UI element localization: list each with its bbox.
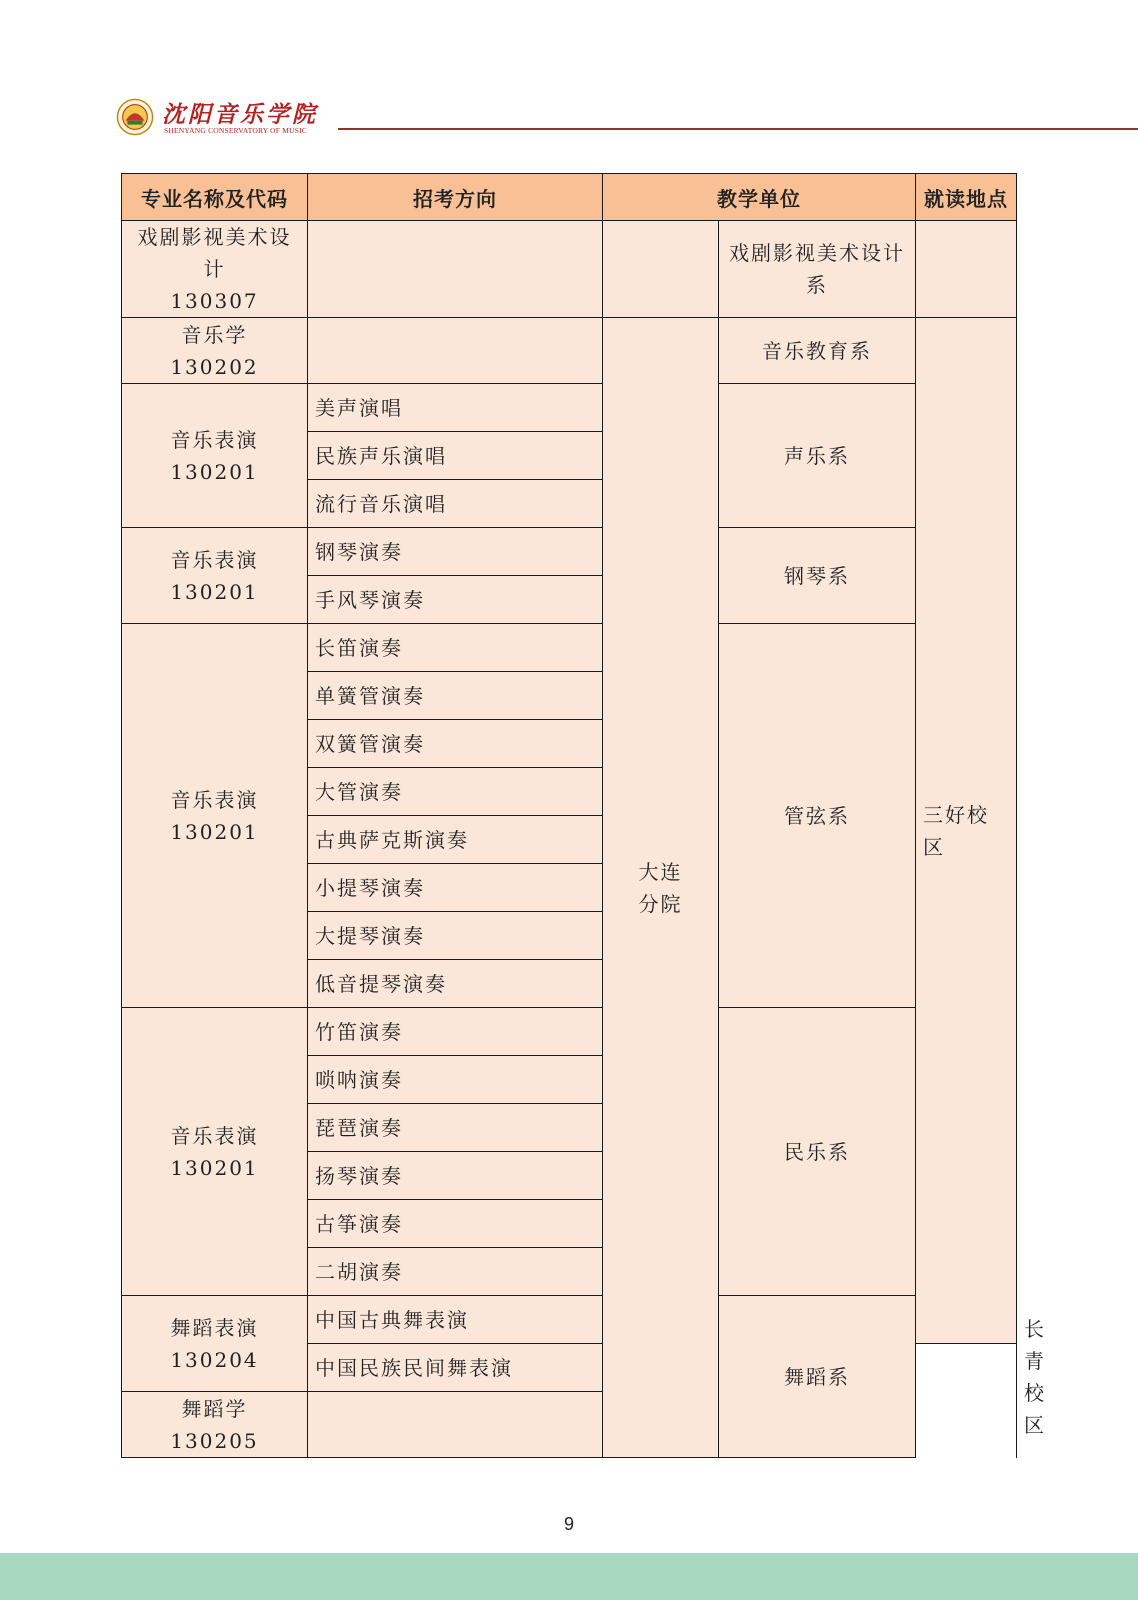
direction-cell: 琵琶演奏 bbox=[308, 1104, 603, 1152]
direction-cell: 古筝演奏 bbox=[308, 1200, 603, 1248]
conservatory-emblem-icon bbox=[116, 98, 154, 136]
table-row bbox=[122, 221, 1017, 318]
department-cell: 民乐系 bbox=[719, 1008, 916, 1296]
direction-cell bbox=[308, 221, 603, 318]
header-teaching-unit: 教学单位 bbox=[603, 174, 916, 221]
table-header-row bbox=[122, 174, 1017, 221]
direction-cell: 二胡演奏 bbox=[308, 1248, 603, 1296]
direction-cell: 长笛演奏 bbox=[308, 624, 603, 672]
direction-cell: 双簧管演奏 bbox=[308, 720, 603, 768]
branch-cell: 大连分院 bbox=[603, 318, 719, 1458]
direction-cell: 唢呐演奏 bbox=[308, 1056, 603, 1104]
direction-cell: 民族声乐演唱 bbox=[308, 432, 603, 480]
branch-cell bbox=[603, 221, 719, 318]
department-cell: 舞蹈系 bbox=[719, 1296, 916, 1458]
table-row: 舞蹈表演 130204 中国古典舞表演 舞蹈系 长青校区 bbox=[122, 1296, 1017, 1344]
direction-cell: 单簧管演奏 bbox=[308, 672, 603, 720]
major-cell: 音乐表演 130201 bbox=[122, 384, 308, 528]
direction-cell bbox=[308, 318, 603, 384]
direction-cell: 大管演奏 bbox=[308, 768, 603, 816]
department-cell: 戏剧影视美术设计系 bbox=[719, 221, 916, 318]
department-cell: 管弦系 bbox=[719, 624, 916, 1008]
direction-cell: 小提琴演奏 bbox=[308, 864, 603, 912]
department-cell: 音乐教育系 bbox=[719, 318, 916, 384]
direction-cell: 大提琴演奏 bbox=[308, 912, 603, 960]
direction-cell bbox=[308, 1392, 603, 1458]
direction-cell: 中国民族民间舞表演 bbox=[308, 1344, 603, 1392]
logo-english-name: SHENYANG CONSERVATORY OF MUSIC bbox=[164, 126, 307, 135]
logo-chinese-name: 沈阳音乐学院 bbox=[162, 101, 318, 128]
direction-cell: 流行音乐演唱 bbox=[308, 480, 603, 528]
direction-cell: 竹笛演奏 bbox=[308, 1008, 603, 1056]
admission-majors-table bbox=[121, 173, 1046, 1458]
table-row bbox=[122, 528, 1017, 576]
direction-cell: 古典萨克斯演奏 bbox=[308, 816, 603, 864]
direction-cell: 低音提琴演奏 bbox=[308, 960, 603, 1008]
header-campus: 就读地点 bbox=[916, 174, 1017, 221]
page-number: 9 bbox=[563, 1514, 574, 1534]
direction-cell: 中国古典舞表演 bbox=[308, 1296, 603, 1344]
direction-cell: 手风琴演奏 bbox=[308, 576, 603, 624]
department-cell: 钢琴系 bbox=[719, 528, 916, 624]
campus-cell: 三好校区 bbox=[916, 318, 1017, 1344]
table-row bbox=[122, 318, 1017, 384]
major-cell: 戏剧影视美术设计 130307 bbox=[122, 221, 308, 318]
table-row bbox=[122, 1008, 1017, 1056]
direction-cell: 美声演唱 bbox=[308, 384, 603, 432]
footer-band bbox=[0, 1553, 1138, 1600]
table-row bbox=[122, 624, 1017, 672]
table-row bbox=[122, 384, 1017, 432]
campus-cell bbox=[916, 221, 1017, 318]
header-divider bbox=[338, 128, 1138, 130]
major-cell: 音乐表演 130201 bbox=[122, 624, 308, 1008]
major-cell: 音乐表演 130201 bbox=[122, 1008, 308, 1296]
department-cell: 声乐系 bbox=[719, 384, 916, 528]
page-header bbox=[116, 96, 1138, 140]
header-major: 专业名称及代码 bbox=[122, 174, 308, 221]
major-cell: 舞蹈学 130205 bbox=[122, 1392, 308, 1458]
major-cell: 音乐表演 130201 bbox=[122, 528, 308, 624]
major-cell: 舞蹈表演 130204 bbox=[122, 1296, 308, 1392]
major-cell: 音乐学 130202 bbox=[122, 318, 308, 384]
direction-cell: 扬琴演奏 bbox=[308, 1152, 603, 1200]
header-direction: 招考方向 bbox=[308, 174, 603, 221]
direction-cell: 钢琴演奏 bbox=[308, 528, 603, 576]
